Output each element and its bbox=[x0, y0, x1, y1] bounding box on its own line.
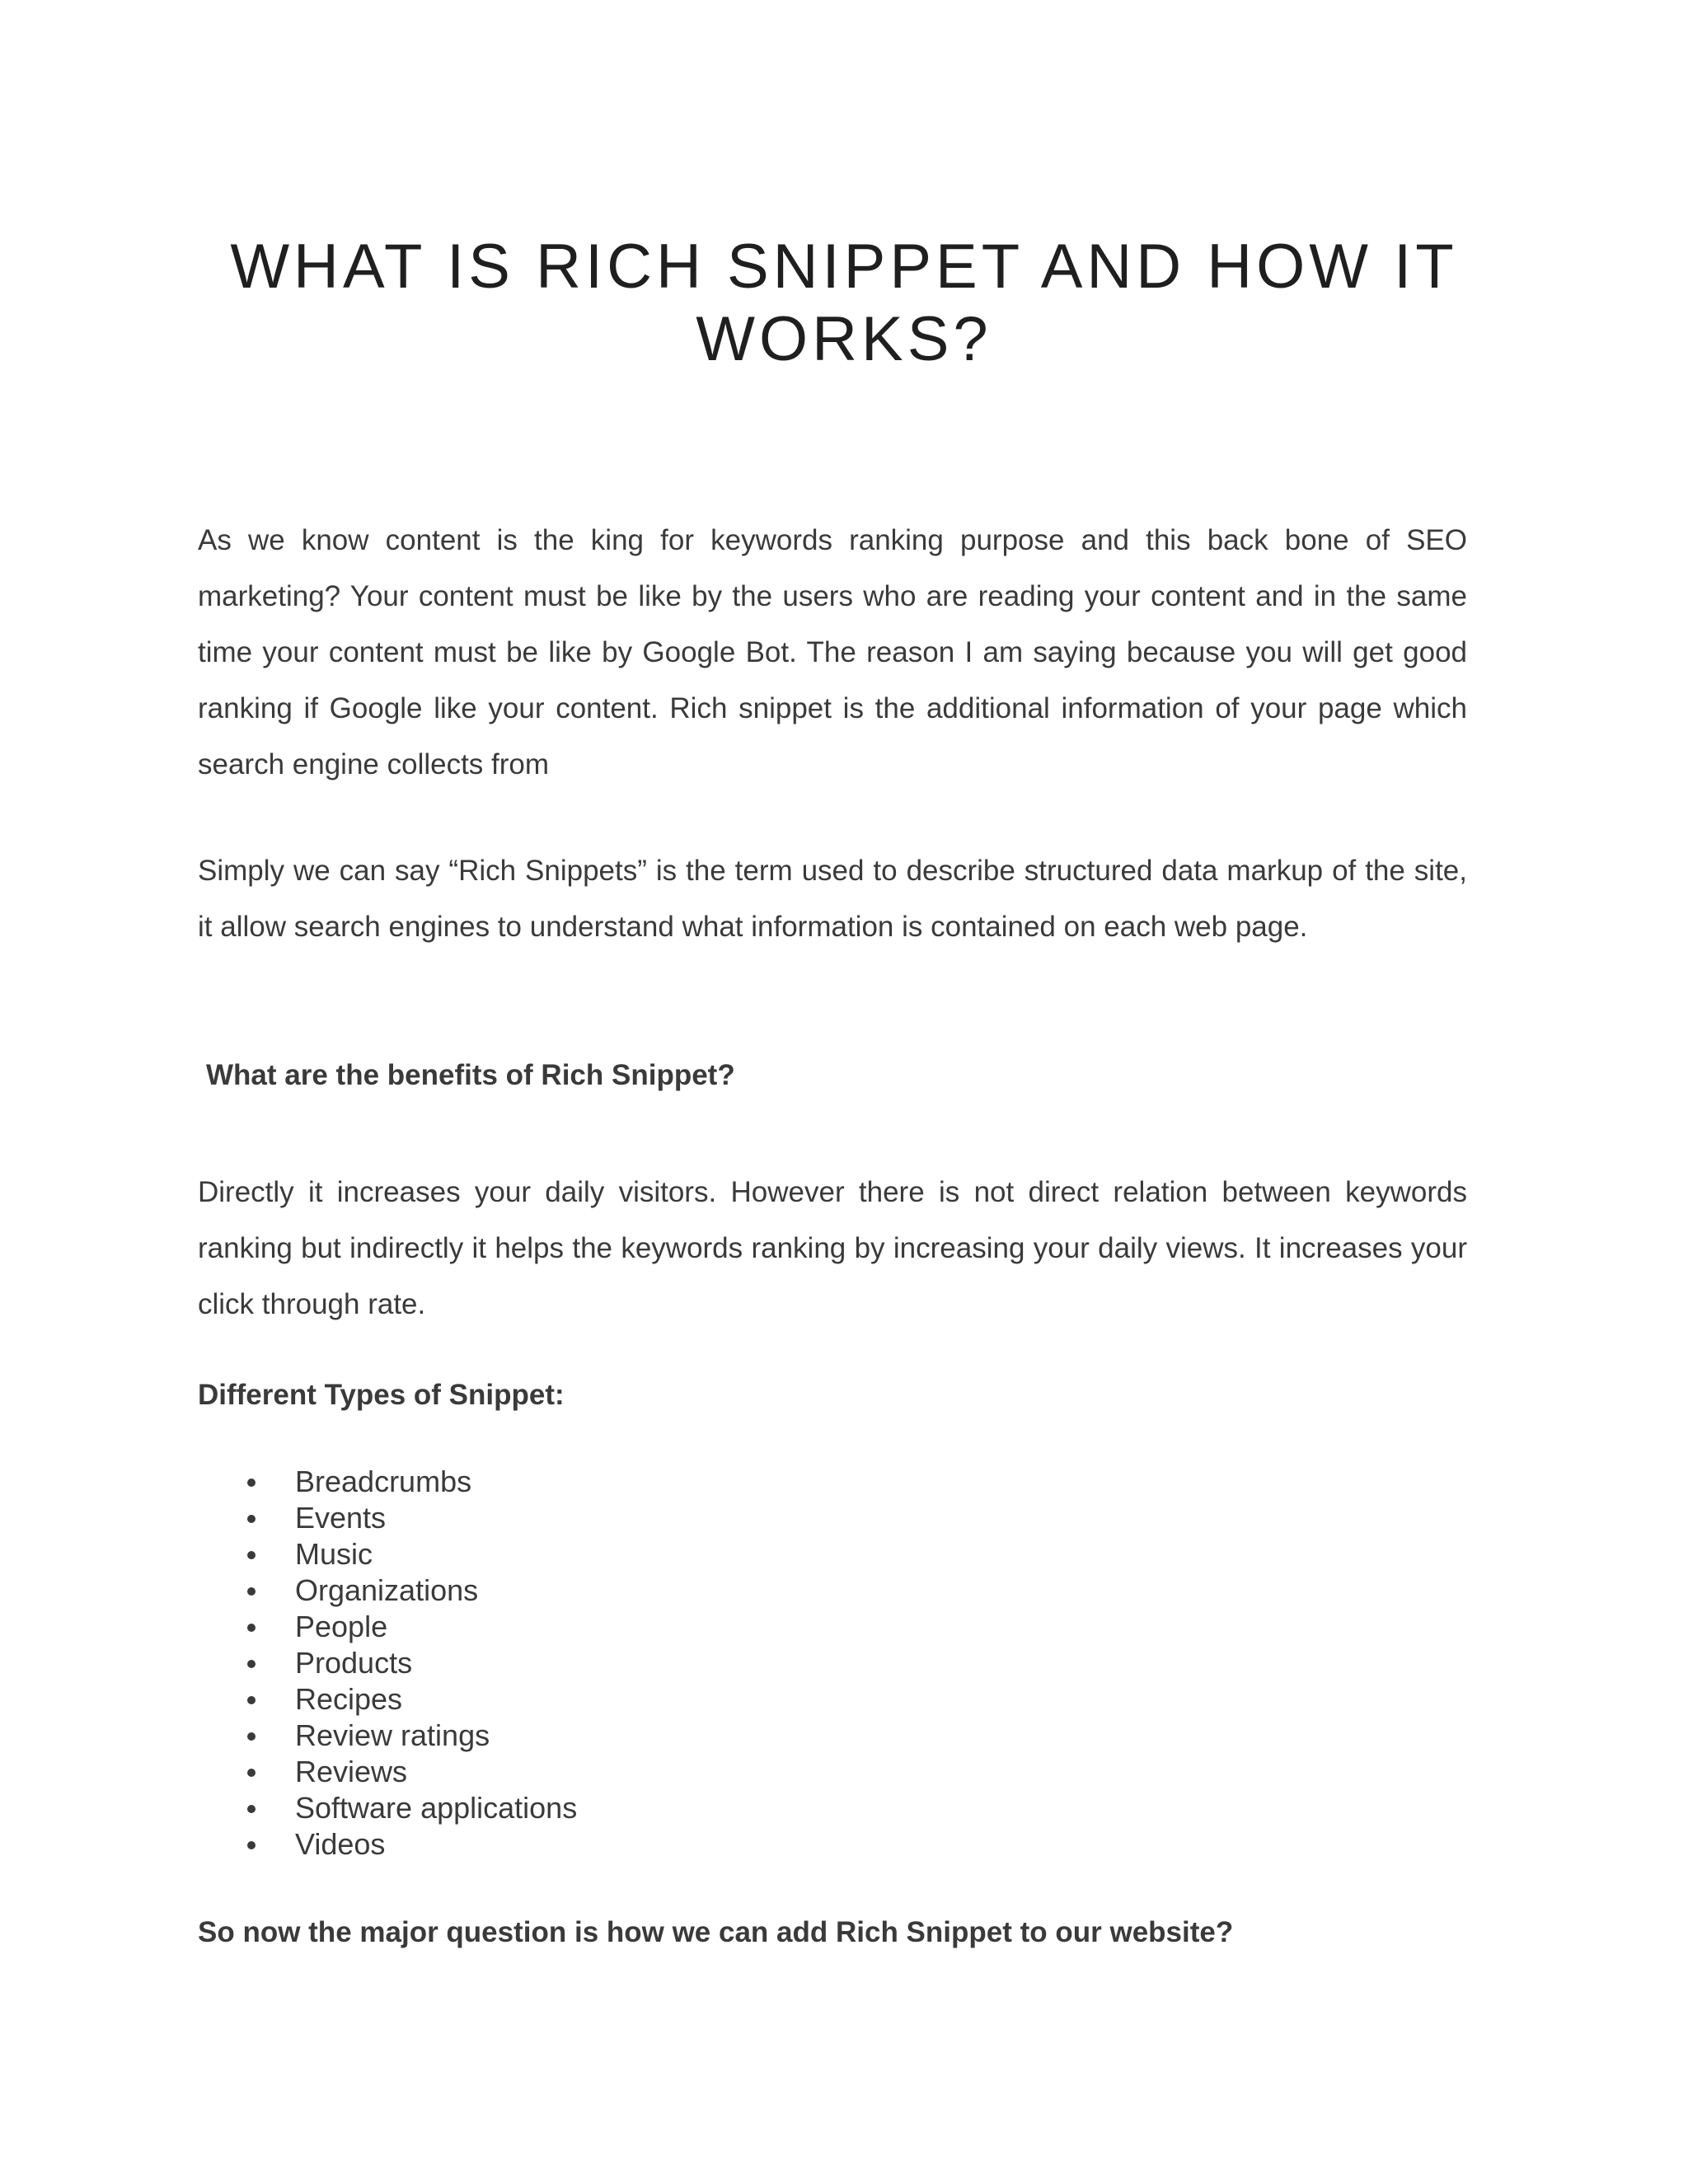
list-item bbox=[198, 1790, 577, 1826]
types-heading: Different Types of Snippet: bbox=[198, 1379, 565, 1411]
benefits-heading: What are the benefits of Rich Snippet? bbox=[206, 1059, 735, 1091]
bullet-icon bbox=[247, 1696, 256, 1704]
question-heading: So now the major question is how we can add Rich Snippet to our website? bbox=[198, 1916, 1234, 1948]
list-item bbox=[198, 1826, 577, 1863]
bullet-icon bbox=[247, 1805, 256, 1813]
bullet-icon bbox=[247, 1479, 256, 1487]
document-title: WHAT IS RICH SNIPPET AND HOW IT WORKS? bbox=[230, 232, 1458, 374]
bullet-icon bbox=[247, 1551, 256, 1559]
bullet-icon bbox=[247, 1732, 256, 1741]
list-item-label: Software applications bbox=[295, 1791, 578, 1825]
bullet-icon bbox=[247, 1515, 256, 1523]
list-item bbox=[198, 1464, 577, 1500]
list-item bbox=[198, 1572, 577, 1609]
list-item bbox=[198, 1681, 577, 1718]
list-item-label: Videos bbox=[295, 1827, 386, 1861]
intro-paragraph: As we know content is the king for keywords ranking purpose and this back bone of SEO marketing? Your content must be like by the users who are reading your content and in the same time your content must be like by Google Bot. The reason I am saying because you will get good ranking if Google like your content. Rich snippet is the additional information of your page which search engine collects from bbox=[198, 524, 1467, 780]
list-item-label: Breadcrumbs bbox=[295, 1465, 472, 1498]
list-item bbox=[198, 1754, 577, 1790]
bullet-icon bbox=[247, 1624, 256, 1632]
list-item-label: Review ratings bbox=[295, 1718, 490, 1752]
list-item-label: Events bbox=[295, 1501, 387, 1535]
list-item-label: Reviews bbox=[295, 1755, 408, 1788]
list-item bbox=[198, 1500, 577, 1536]
list-item-label: Products bbox=[295, 1646, 413, 1680]
bullet-icon bbox=[247, 1841, 256, 1849]
benefits-paragraph: Directly it increases your daily visitors. However there is not direct relation between keywords ranking but indirectly it helps the keywords ranking by increasing your daily views. It increases your click through rate. bbox=[198, 1176, 1467, 1320]
list-item bbox=[198, 1645, 577, 1681]
bullet-icon bbox=[247, 1660, 256, 1668]
list-item bbox=[198, 1536, 577, 1572]
list-item-label: People bbox=[295, 1610, 388, 1643]
list-item-label: Music bbox=[295, 1537, 373, 1571]
list-item-label: Organizations bbox=[295, 1573, 479, 1607]
bullet-icon bbox=[247, 1769, 256, 1777]
list-item bbox=[198, 1718, 577, 1754]
definition-paragraph: Simply we can say “Rich Snippets” is the term used to describe structured data markup of the site, it allow search engines to understand what information is contained on each web page. bbox=[198, 855, 1467, 943]
snippet-types-list bbox=[198, 1464, 577, 1863]
list-item-label: Recipes bbox=[295, 1682, 403, 1716]
list-item bbox=[198, 1609, 577, 1645]
bullet-icon bbox=[247, 1587, 256, 1596]
